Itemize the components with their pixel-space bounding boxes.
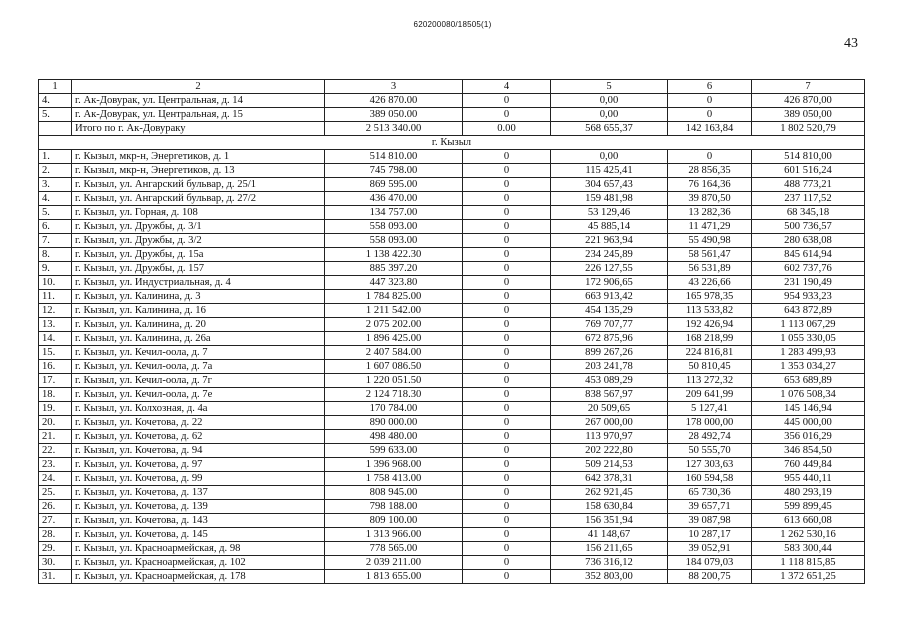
value-cell: 209 641,99 xyxy=(668,388,752,402)
value-cell: 808 945.00 xyxy=(325,486,463,500)
value-cell: 28 856,35 xyxy=(668,164,752,178)
value-cell: 1 353 034,27 xyxy=(752,360,865,374)
value-cell: 5 127,41 xyxy=(668,402,752,416)
column-header: 6 xyxy=(668,80,752,94)
value-cell: 1 813 655.00 xyxy=(325,570,463,584)
value-cell: 436 470.00 xyxy=(325,192,463,206)
value-cell: 237 117,52 xyxy=(752,192,865,206)
value-cell: 50 810,45 xyxy=(668,360,752,374)
table-row xyxy=(39,486,865,500)
value-cell: 1 758 413.00 xyxy=(325,472,463,486)
address-cell: г. Кызыл, ул. Дружбы, д. 157 xyxy=(72,262,325,276)
value-cell: 168 218,99 xyxy=(668,332,752,346)
column-header: 4 xyxy=(463,80,551,94)
value-cell: 202 222,80 xyxy=(551,444,668,458)
value-cell: 221 963,94 xyxy=(551,234,668,248)
address-cell: г. Кызыл, мкр-н, Энергетиков, д. 1 xyxy=(72,150,325,164)
value-cell: 267 000,00 xyxy=(551,416,668,430)
address-cell: г. Кызыл, ул. Кочетова, д. 99 xyxy=(72,472,325,486)
value-cell: 954 933,23 xyxy=(752,290,865,304)
value-cell: 514 810,00 xyxy=(752,150,865,164)
row-number-cell: 13. xyxy=(39,318,72,332)
value-cell: 1 784 825.00 xyxy=(325,290,463,304)
value-cell: 838 567,97 xyxy=(551,388,668,402)
column-header: 1 xyxy=(39,80,72,94)
value-cell: 134 757.00 xyxy=(325,206,463,220)
value-cell: 643 872,89 xyxy=(752,304,865,318)
row-number-cell: 30. xyxy=(39,556,72,570)
value-cell: 663 913,42 xyxy=(551,290,668,304)
value-cell: 558 093.00 xyxy=(325,220,463,234)
row-number-cell: 20. xyxy=(39,416,72,430)
value-cell: 0 xyxy=(463,94,551,108)
value-cell: 955 440,11 xyxy=(752,472,865,486)
table-row xyxy=(39,346,865,360)
value-cell: 262 921,45 xyxy=(551,486,668,500)
table-row xyxy=(39,304,865,318)
value-cell: 1 896 425.00 xyxy=(325,332,463,346)
table-row xyxy=(39,528,865,542)
value-cell: 599 633.00 xyxy=(325,444,463,458)
row-number-cell: 10. xyxy=(39,276,72,290)
value-cell: 601 516,24 xyxy=(752,164,865,178)
section-header-row xyxy=(39,136,865,150)
value-cell: 1 283 499,93 xyxy=(752,346,865,360)
value-cell: 0 xyxy=(463,346,551,360)
value-cell: 0 xyxy=(463,486,551,500)
value-cell: 184 079,03 xyxy=(668,556,752,570)
value-cell: 145 146,94 xyxy=(752,402,865,416)
value-cell: 0 xyxy=(463,276,551,290)
table-row xyxy=(39,430,865,444)
value-cell: 156 351,94 xyxy=(551,514,668,528)
value-cell: 352 803,00 xyxy=(551,570,668,584)
address-cell: г. Кызыл, ул. Кечил-оола, д. 7г xyxy=(72,374,325,388)
row-number-cell: 12. xyxy=(39,304,72,318)
value-cell: 113 533,82 xyxy=(668,304,752,318)
value-cell: 158 630,84 xyxy=(551,500,668,514)
value-cell: 798 188.00 xyxy=(325,500,463,514)
address-cell: г. Кызыл, ул. Кочетова, д. 94 xyxy=(72,444,325,458)
row-number-cell: 14. xyxy=(39,332,72,346)
table-row xyxy=(39,192,865,206)
value-cell: 1 313 966.00 xyxy=(325,528,463,542)
value-cell: 426 870,00 xyxy=(752,94,865,108)
document-code: 620200080/18505(1) xyxy=(413,20,492,29)
table-row xyxy=(39,374,865,388)
row-number-cell: 4. xyxy=(39,94,72,108)
value-cell: 43 226,66 xyxy=(668,276,752,290)
table-row xyxy=(39,416,865,430)
table-row xyxy=(39,248,865,262)
table-row xyxy=(39,290,865,304)
value-cell: 447 323.80 xyxy=(325,276,463,290)
address-cell: Итого по г. Ак-Довураку xyxy=(72,122,325,136)
table-row xyxy=(39,458,865,472)
value-cell: 0 xyxy=(463,514,551,528)
table-row xyxy=(39,262,865,276)
value-cell: 1 262 530,16 xyxy=(752,528,865,542)
value-cell: 224 816,81 xyxy=(668,346,752,360)
value-cell: 453 089,29 xyxy=(551,374,668,388)
value-cell: 231 190,49 xyxy=(752,276,865,290)
value-cell: 0 xyxy=(463,234,551,248)
value-cell: 65 730,36 xyxy=(668,486,752,500)
address-cell: г. Кызыл, ул. Колхозная, д. 4а xyxy=(72,402,325,416)
value-cell: 769 707,77 xyxy=(551,318,668,332)
address-cell: г. Кызыл, ул. Кочетова, д. 137 xyxy=(72,486,325,500)
row-number-cell: 23. xyxy=(39,458,72,472)
value-cell: 234 245,89 xyxy=(551,248,668,262)
data-table xyxy=(38,79,865,584)
value-cell: 159 481,98 xyxy=(551,192,668,206)
value-cell: 304 657,43 xyxy=(551,178,668,192)
value-cell: 160 594,58 xyxy=(668,472,752,486)
value-cell: 583 300,44 xyxy=(752,542,865,556)
row-number-cell: 15. xyxy=(39,346,72,360)
value-cell: 58 561,47 xyxy=(668,248,752,262)
value-cell: 0 xyxy=(463,150,551,164)
row-number-cell: 8. xyxy=(39,248,72,262)
table-row xyxy=(39,360,865,374)
value-cell: 156 211,65 xyxy=(551,542,668,556)
row-number-cell: 3. xyxy=(39,178,72,192)
row-number-cell: 21. xyxy=(39,430,72,444)
value-cell: 0 xyxy=(463,458,551,472)
row-number-cell: 7. xyxy=(39,234,72,248)
value-cell: 0 xyxy=(463,290,551,304)
value-cell: 0 xyxy=(463,262,551,276)
address-cell: г. Кызыл, ул. Ангарский бульвар, д. 25/1 xyxy=(72,178,325,192)
value-cell: 0 xyxy=(668,150,752,164)
value-cell: 45 885,14 xyxy=(551,220,668,234)
address-cell: г. Кызыл, ул. Дружбы, д. 15а xyxy=(72,248,325,262)
address-cell: г. Кызыл, ул. Красноармейская, д. 102 xyxy=(72,556,325,570)
row-number-cell: 11. xyxy=(39,290,72,304)
row-number-cell: 22. xyxy=(39,444,72,458)
value-cell: 653 689,89 xyxy=(752,374,865,388)
row-number-cell: 16. xyxy=(39,360,72,374)
value-cell: 613 660,08 xyxy=(752,514,865,528)
value-cell: 0 xyxy=(463,542,551,556)
value-cell: 568 655,37 xyxy=(551,122,668,136)
table-row xyxy=(39,318,865,332)
table-row xyxy=(39,570,865,584)
table-row xyxy=(39,206,865,220)
address-cell: г. Кызыл, ул. Кечил-оола, д. 7е xyxy=(72,388,325,402)
column-header: 3 xyxy=(325,80,463,94)
address-cell: г. Кызыл, ул. Калинина, д. 26а xyxy=(72,332,325,346)
value-cell: 0 xyxy=(463,206,551,220)
value-cell: 0,00 xyxy=(551,108,668,122)
value-cell: 53 129,46 xyxy=(551,206,668,220)
value-cell: 885 397.20 xyxy=(325,262,463,276)
table-row xyxy=(39,542,865,556)
value-cell: 0 xyxy=(463,416,551,430)
value-cell: 558 093.00 xyxy=(325,234,463,248)
value-cell: 41 148,67 xyxy=(551,528,668,542)
value-cell: 0 xyxy=(463,444,551,458)
row-number-cell: 31. xyxy=(39,570,72,584)
value-cell: 745 798.00 xyxy=(325,164,463,178)
value-cell: 0 xyxy=(463,220,551,234)
value-cell: 2 407 584.00 xyxy=(325,346,463,360)
address-cell: г. Кызыл, ул. Дружбы, д. 3/1 xyxy=(72,220,325,234)
row-number-cell: 6. xyxy=(39,220,72,234)
value-cell: 0,00 xyxy=(551,94,668,108)
value-cell: 389 050,00 xyxy=(752,108,865,122)
row-number-cell: 28. xyxy=(39,528,72,542)
table-row xyxy=(39,220,865,234)
value-cell: 39 087,98 xyxy=(668,514,752,528)
value-cell: 0 xyxy=(463,388,551,402)
value-cell: 0 xyxy=(463,374,551,388)
table-row xyxy=(39,388,865,402)
value-cell: 0 xyxy=(463,402,551,416)
row-number-cell: 18. xyxy=(39,388,72,402)
value-cell: 0 xyxy=(668,94,752,108)
row-number-cell: 27. xyxy=(39,514,72,528)
value-cell: 0 xyxy=(463,304,551,318)
table-row xyxy=(39,402,865,416)
value-cell: 0 xyxy=(463,108,551,122)
address-cell: г. Кызыл, ул. Калинина, д. 16 xyxy=(72,304,325,318)
address-cell: г. Кызыл, мкр-н, Энергетиков, д. 13 xyxy=(72,164,325,178)
value-cell: 203 241,78 xyxy=(551,360,668,374)
value-cell: 389 050.00 xyxy=(325,108,463,122)
column-header: 2 xyxy=(72,80,325,94)
row-number-cell: 19. xyxy=(39,402,72,416)
column-header: 5 xyxy=(551,80,668,94)
value-cell: 2 075 202.00 xyxy=(325,318,463,332)
value-cell: 0 xyxy=(463,178,551,192)
row-number-cell: 5. xyxy=(39,206,72,220)
value-cell: 0 xyxy=(463,500,551,514)
value-cell: 498 480.00 xyxy=(325,430,463,444)
table-row xyxy=(39,332,865,346)
row-number-cell: 5. xyxy=(39,108,72,122)
value-cell: 1 396 968.00 xyxy=(325,458,463,472)
table-row xyxy=(39,514,865,528)
row-number-cell: 25. xyxy=(39,486,72,500)
value-cell: 480 293,19 xyxy=(752,486,865,500)
value-cell: 0 xyxy=(463,192,551,206)
address-cell: г. Кызыл, ул. Кочетова, д. 145 xyxy=(72,528,325,542)
value-cell: 0 xyxy=(463,248,551,262)
row-number-cell: 9. xyxy=(39,262,72,276)
value-cell: 426 870.00 xyxy=(325,94,463,108)
value-cell: 0,00 xyxy=(551,150,668,164)
value-cell: 192 426,94 xyxy=(668,318,752,332)
table-row xyxy=(39,472,865,486)
address-cell: г. Кызыл, ул. Ангарский бульвар, д. 27/2 xyxy=(72,192,325,206)
value-cell: 165 978,35 xyxy=(668,290,752,304)
table-row xyxy=(39,556,865,570)
value-cell: 68 345,18 xyxy=(752,206,865,220)
value-cell: 1 118 815,85 xyxy=(752,556,865,570)
value-cell: 488 773,21 xyxy=(752,178,865,192)
address-cell: г. Кызыл, ул. Красноармейская, д. 98 xyxy=(72,542,325,556)
value-cell: 0.00 xyxy=(463,122,551,136)
value-cell: 845 614,94 xyxy=(752,248,865,262)
row-number-cell: 2. xyxy=(39,164,72,178)
address-cell: г. Кызыл, ул. Кочетова, д. 62 xyxy=(72,430,325,444)
row-number-cell: 17. xyxy=(39,374,72,388)
value-cell: 0 xyxy=(463,528,551,542)
row-number-cell: 24. xyxy=(39,472,72,486)
value-cell: 56 531,89 xyxy=(668,262,752,276)
value-cell: 500 736,57 xyxy=(752,220,865,234)
value-cell: 170 784.00 xyxy=(325,402,463,416)
value-cell: 1 076 508,34 xyxy=(752,388,865,402)
address-cell: г. Кызыл, ул. Дружбы, д. 3/2 xyxy=(72,234,325,248)
value-cell: 280 638,08 xyxy=(752,234,865,248)
value-cell: 1 802 520,79 xyxy=(752,122,865,136)
address-cell: г. Кызыл, ул. Красноармейская, д. 178 xyxy=(72,570,325,584)
value-cell: 113 970,97 xyxy=(551,430,668,444)
value-cell: 445 000,00 xyxy=(752,416,865,430)
value-cell: 178 000,00 xyxy=(668,416,752,430)
table-row xyxy=(39,108,865,122)
value-cell: 1 138 422.30 xyxy=(325,248,463,262)
value-cell: 736 316,12 xyxy=(551,556,668,570)
value-cell: 509 214,53 xyxy=(551,458,668,472)
value-cell: 899 267,26 xyxy=(551,346,668,360)
value-cell: 514 810.00 xyxy=(325,150,463,164)
value-cell: 50 555,70 xyxy=(668,444,752,458)
column-number-row xyxy=(39,80,865,94)
table-row xyxy=(39,178,865,192)
value-cell: 1 372 651,25 xyxy=(752,570,865,584)
table-row xyxy=(39,234,865,248)
value-cell: 11 471,29 xyxy=(668,220,752,234)
value-cell: 672 875,96 xyxy=(551,332,668,346)
value-cell: 0 xyxy=(463,164,551,178)
value-cell: 2 513 340.00 xyxy=(325,122,463,136)
value-cell: 88 200,75 xyxy=(668,570,752,584)
value-cell: 760 449,84 xyxy=(752,458,865,472)
row-number-cell: 29. xyxy=(39,542,72,556)
value-cell: 1 220 051.50 xyxy=(325,374,463,388)
value-cell: 76 164,36 xyxy=(668,178,752,192)
value-cell: 778 565.00 xyxy=(325,542,463,556)
value-cell: 346 854,50 xyxy=(752,444,865,458)
value-cell: 642 378,31 xyxy=(551,472,668,486)
table-row xyxy=(39,150,865,164)
address-cell: г. Кызыл, ул. Калинина, д. 3 xyxy=(72,290,325,304)
value-cell: 13 282,36 xyxy=(668,206,752,220)
value-cell: 0 xyxy=(463,570,551,584)
value-cell: 869 595.00 xyxy=(325,178,463,192)
value-cell: 0 xyxy=(463,430,551,444)
value-cell: 20 509,65 xyxy=(551,402,668,416)
value-cell: 39 052,91 xyxy=(668,542,752,556)
address-cell: г. Кызыл, ул. Горная, д. 108 xyxy=(72,206,325,220)
address-cell: г. Кызыл, ул. Кочетова, д. 139 xyxy=(72,500,325,514)
address-cell: г. Кызыл, ул. Кочетова, д. 22 xyxy=(72,416,325,430)
address-cell: г. Кызыл, ул. Кочетова, д. 143 xyxy=(72,514,325,528)
value-cell: 0 xyxy=(463,332,551,346)
table-row xyxy=(39,500,865,514)
address-cell: г. Кызыл, ул. Кечил-оола, д. 7 xyxy=(72,346,325,360)
value-cell: 1 211 542.00 xyxy=(325,304,463,318)
value-cell: 10 287,17 xyxy=(668,528,752,542)
address-cell: г. Кызыл, ул. Кечил-оола, д. 7а xyxy=(72,360,325,374)
value-cell: 226 127,55 xyxy=(551,262,668,276)
value-cell: 2 124 718.30 xyxy=(325,388,463,402)
value-cell: 1 055 330,05 xyxy=(752,332,865,346)
table-row xyxy=(39,444,865,458)
row-number-cell: 4. xyxy=(39,192,72,206)
value-cell: 39 657,71 xyxy=(668,500,752,514)
value-cell: 0 xyxy=(463,556,551,570)
table-row xyxy=(39,164,865,178)
page-number: 43 xyxy=(844,36,858,51)
value-cell: 0 xyxy=(668,108,752,122)
value-cell: 454 135,29 xyxy=(551,304,668,318)
table-row xyxy=(39,276,865,290)
value-cell: 356 016,29 xyxy=(752,430,865,444)
table-row xyxy=(39,94,865,108)
row-number-cell: 1. xyxy=(39,150,72,164)
address-cell: г. Ак-Довурак, ул. Центральная, д. 14 xyxy=(72,94,325,108)
address-cell: г. Кызыл, ул. Кочетова, д. 97 xyxy=(72,458,325,472)
total-row xyxy=(39,122,865,136)
row-number-cell xyxy=(39,122,72,136)
value-cell: 142 163,84 xyxy=(668,122,752,136)
column-header: 7 xyxy=(752,80,865,94)
value-cell: 2 039 211.00 xyxy=(325,556,463,570)
value-cell: 55 490,98 xyxy=(668,234,752,248)
value-cell: 127 303,63 xyxy=(668,458,752,472)
value-cell: 602 737,76 xyxy=(752,262,865,276)
value-cell: 809 100.00 xyxy=(325,514,463,528)
value-cell: 172 906,65 xyxy=(551,276,668,290)
section-title: г. Кызыл xyxy=(39,136,865,150)
value-cell: 0 xyxy=(463,318,551,332)
value-cell: 599 899,45 xyxy=(752,500,865,514)
value-cell: 113 272,32 xyxy=(668,374,752,388)
value-cell: 1 113 067,29 xyxy=(752,318,865,332)
value-cell: 1 607 086.50 xyxy=(325,360,463,374)
address-cell: г. Ак-Довурак, ул. Центральная, д. 15 xyxy=(72,108,325,122)
value-cell: 39 870,50 xyxy=(668,192,752,206)
value-cell: 0 xyxy=(463,360,551,374)
value-cell: 115 425,41 xyxy=(551,164,668,178)
value-cell: 28 492,74 xyxy=(668,430,752,444)
value-cell: 890 000.00 xyxy=(325,416,463,430)
row-number-cell: 26. xyxy=(39,500,72,514)
address-cell: г. Кызыл, ул. Калинина, д. 20 xyxy=(72,318,325,332)
value-cell: 0 xyxy=(463,472,551,486)
address-cell: г. Кызыл, ул. Индустриальная, д. 4 xyxy=(72,276,325,290)
